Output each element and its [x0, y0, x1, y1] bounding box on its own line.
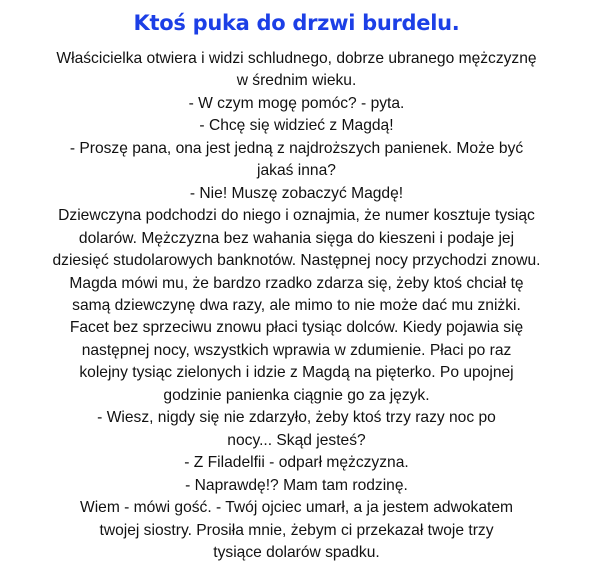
text-line: nocy... Skąd jesteś?	[227, 431, 366, 449]
text-line: - Proszę pana, ona jest jedną z najdroższych panienek. Może być	[69, 139, 524, 157]
text-line: Magda mówi mu, że bardzo rzadko zdarza się, żeby ktoś chciał tę	[69, 274, 524, 292]
text-line: Facet bez sprzeciwu znowu płaci tysiąc dolców. Kiedy pojawia się	[69, 319, 524, 337]
joke-body	[0, 48, 593, 564]
text-line: - Chcę się widzieć z Magdą!	[199, 117, 394, 135]
text-line: - Z Filadelfii - odparł mężczyzna.	[184, 454, 409, 472]
text-line: samą dziewczynę dwa razy, ale mimo to nie może dać mu zniżki.	[72, 296, 521, 314]
text-line: następnej nocy, wszystkich wprawia w zdumienie. Płaci po raz	[81, 341, 512, 359]
text-line: tysiące dolarów spadku.	[213, 543, 380, 561]
text-line: godzinie panienka ciągnie go za język.	[163, 386, 430, 404]
text-line: - W czym mogę pomóc? - pyta.	[188, 94, 405, 112]
text-line: jakaś inna?	[257, 162, 336, 180]
text-line: dziesięć studolarowych banknotów. Następnej nocy przychodzi znowu.	[52, 252, 541, 270]
text-line: - Nie! Muszę zobaczyć Magdę!	[189, 184, 404, 202]
text-line: Dziewczyna podchodzi do niego i oznajmia, że numer kosztuje tysiąc	[58, 207, 535, 225]
text-line: Właścicielka otwiera i widzi schludnego, dobrze ubranego mężczyznę	[56, 50, 537, 67]
text-line: - Naprawdę!? Mam tam rodzinę.	[185, 476, 408, 494]
text-line: Wiem - mówi gość. - Twój ojciec umarł, a ja jestem adwokatem	[79, 499, 513, 517]
text-line: kolejny tysiąc zielonych i idzie z Magdą na pięterko. Po upojnej	[79, 364, 514, 382]
text-line: w średnim wieku.	[236, 72, 357, 90]
text-line: dolarów. Mężczyzna bez wahania sięga do kieszeni i podaje jej	[78, 229, 515, 247]
text-line: - Wiesz, nigdy się nie zdarzyło, żeby ktoś trzy razy noc po	[97, 409, 496, 427]
text-line: twojej siostry. Prosiła mnie, żebym ci przekazał twoje trzy	[99, 521, 494, 539]
joke-title: Ktoś puka do drzwi burdelu.	[133, 11, 460, 35]
